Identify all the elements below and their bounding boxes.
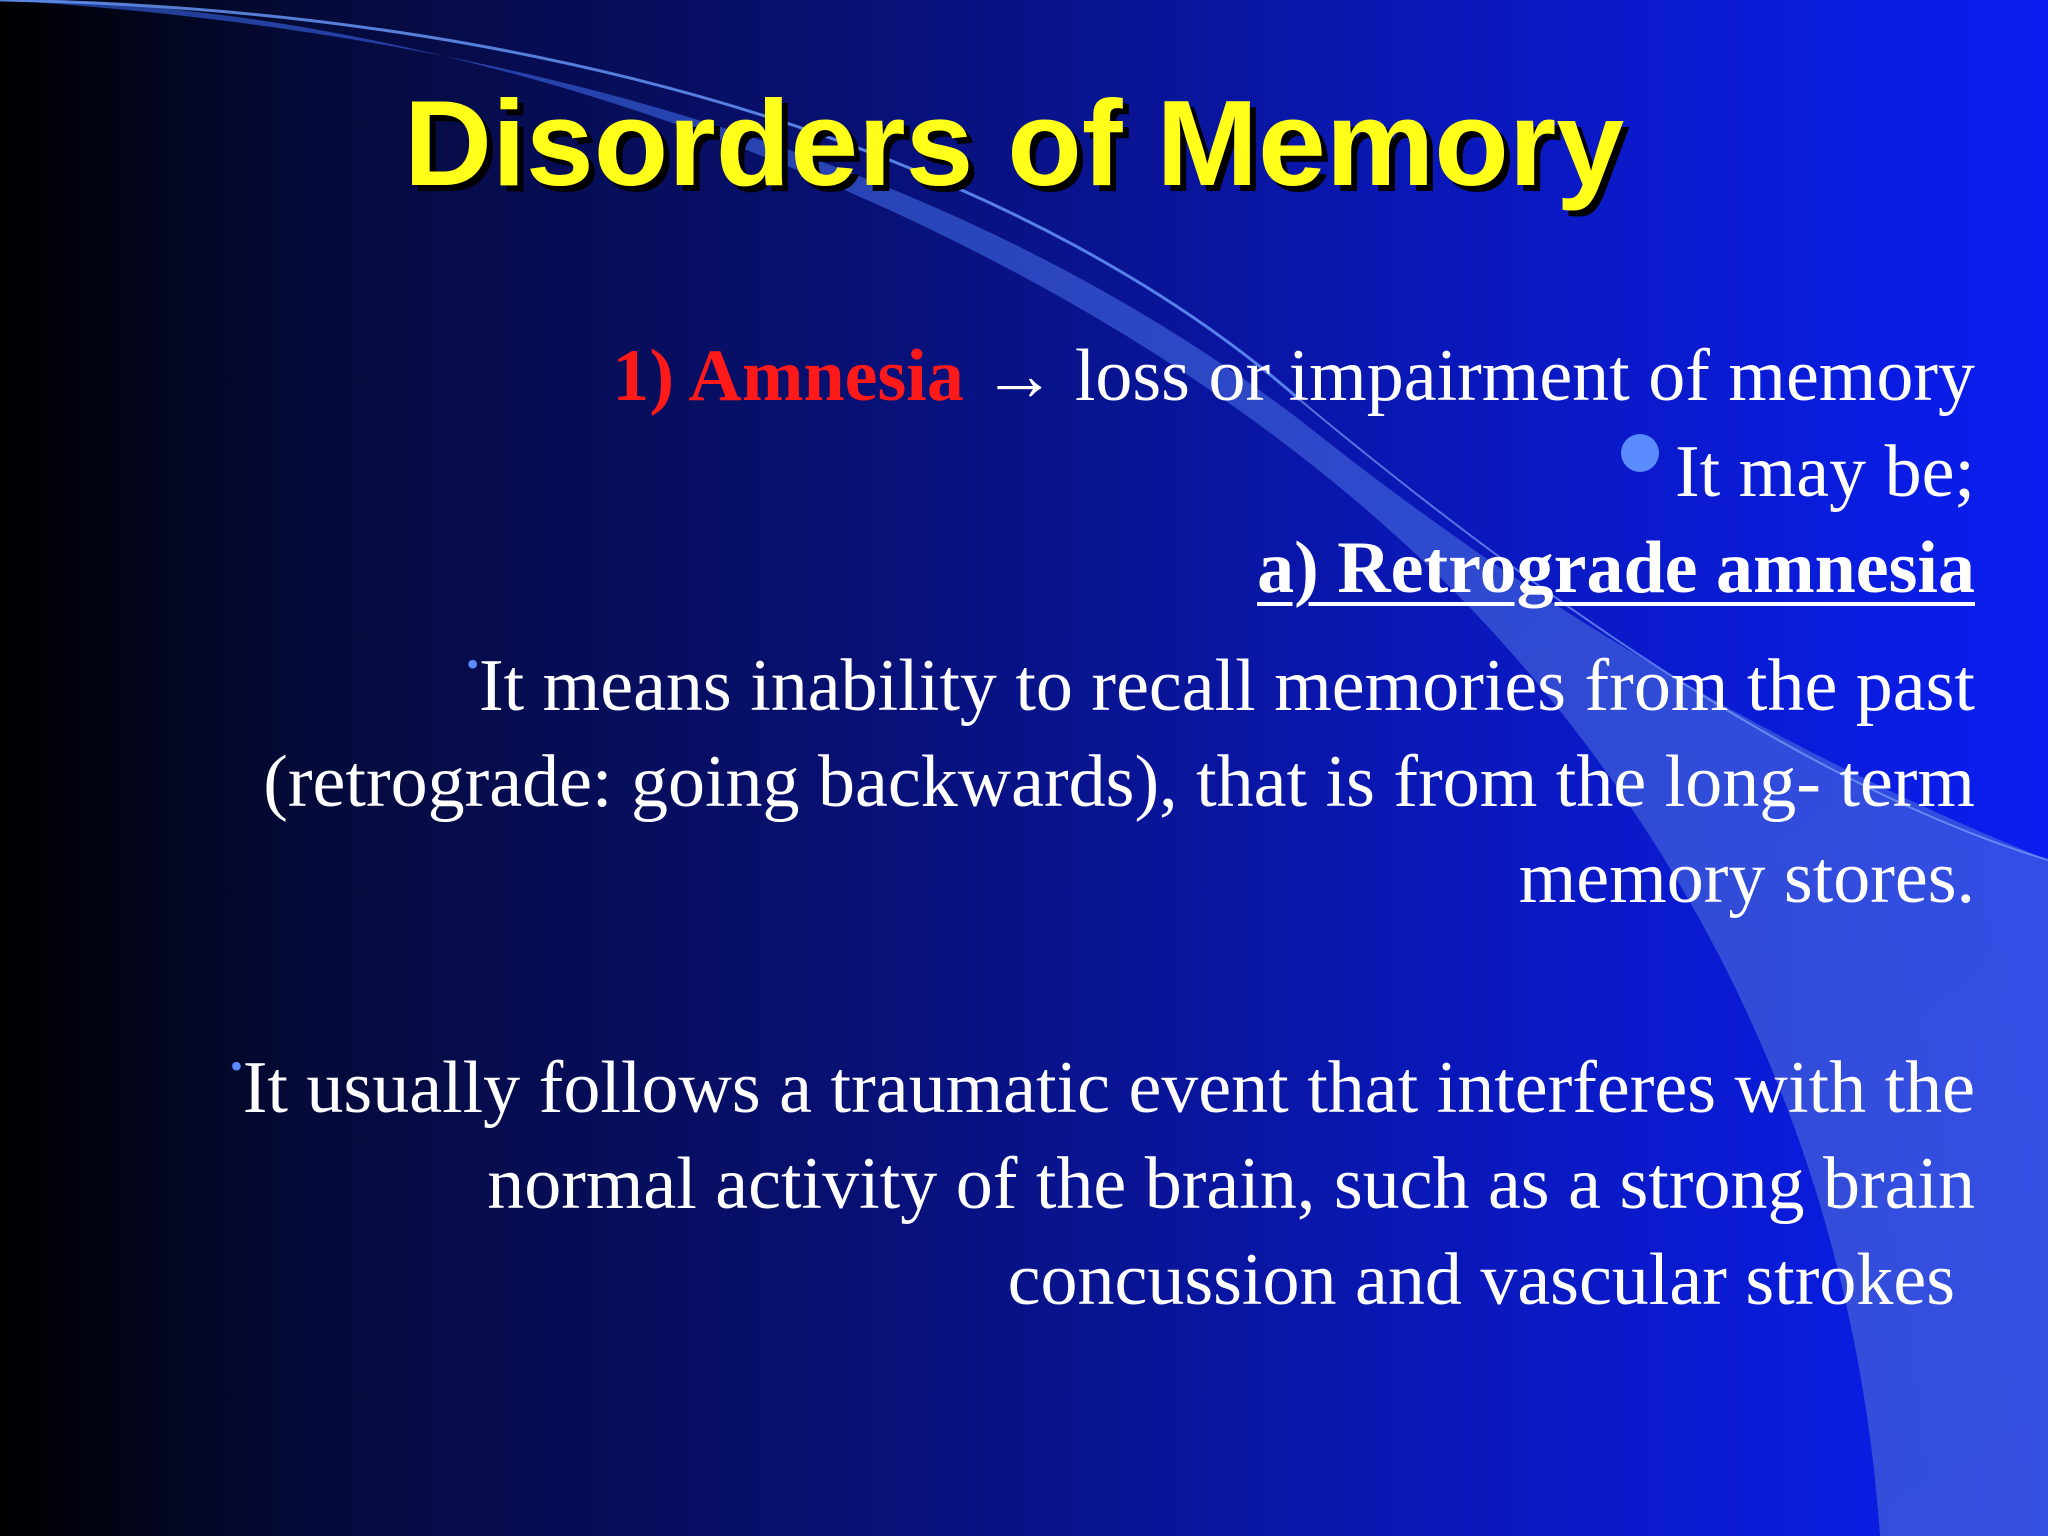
retrograde-line-2: (retrograde: going backwards), that is from the long- term — [263, 741, 1975, 823]
trauma-line-3: concussion and vascular strokes — [1007, 1239, 1955, 1321]
bullet-small-icon: • — [230, 1046, 243, 1086]
spacer — [70, 926, 1975, 1018]
trauma-text-1: It usually follows a traumatic event that interferes with the — [242, 1047, 1975, 1129]
amnesia-label: 1) Amnesia — [612, 335, 964, 417]
slide-body — [70, 328, 1975, 1328]
slide-title: Disorders of Memory — [403, 75, 1625, 211]
bullet-dot-icon — [1621, 434, 1659, 472]
retrograde-text-1: It means inability to recall memories from the past — [478, 645, 1975, 727]
amnesia-definition: loss or impairment of memory — [1074, 335, 1975, 417]
trauma-line-2: normal activity of the brain, such as a strong brain — [487, 1143, 1975, 1225]
may-be-line — [70, 424, 1975, 520]
arrow-symbol: → — [982, 335, 1057, 417]
retrograde-heading: a) Retrograde amnesia — [1257, 527, 1975, 609]
may-be-text: It may be; — [1674, 431, 1975, 513]
retrograde-line-3: memory stores. — [1518, 837, 1975, 919]
trauma-line-1 — [70, 1018, 1975, 1136]
retrograde-line-1 — [70, 616, 1975, 734]
bullet-small-icon: • — [466, 644, 479, 684]
amnesia-line — [70, 328, 1975, 424]
